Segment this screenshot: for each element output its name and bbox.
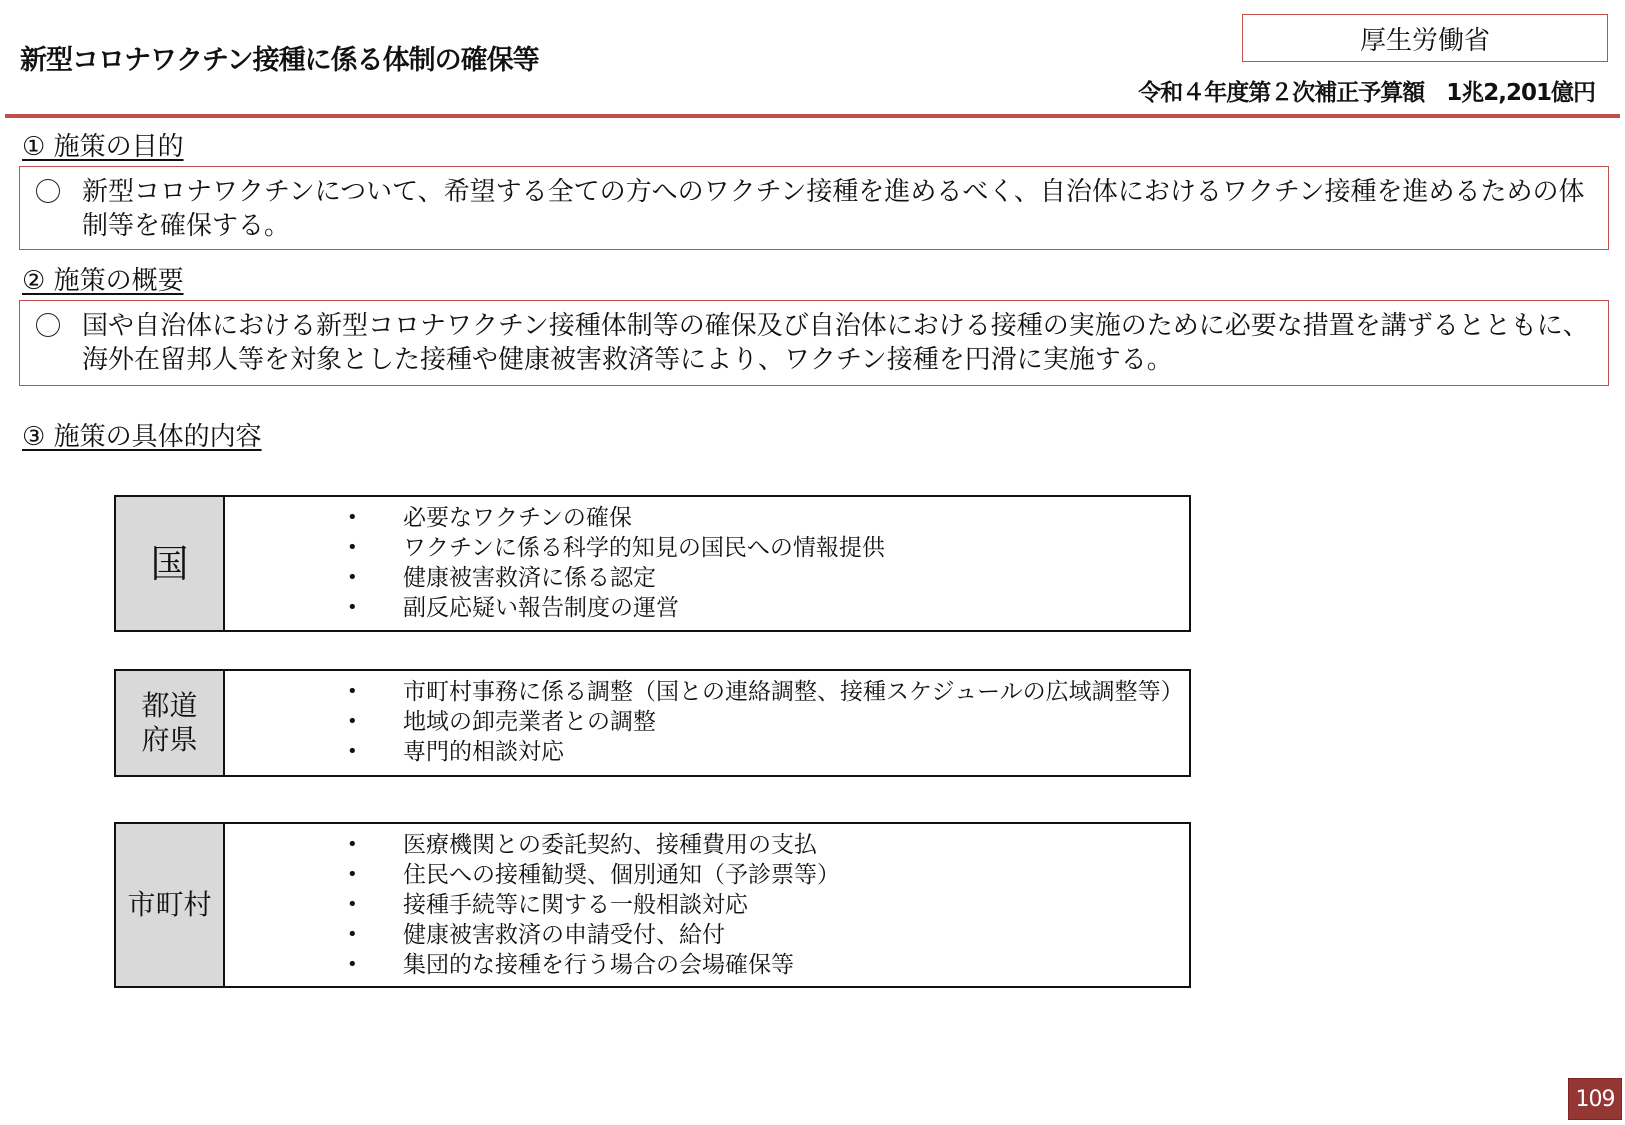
role-label: 都道府県: [116, 671, 225, 775]
circle-bullet-icon: [36, 313, 60, 337]
list-item: • 副反応疑い報告制度の運営: [225, 593, 1189, 623]
list-item: • 地域の卸売業者との調整: [225, 707, 1189, 737]
list-item: • 住民への接種勧奨、個別通知（予診票等）: [225, 860, 1189, 890]
overview-text: 国や自治体における新型コロナワクチン接種体制等の確保及び自治体における接種の実施のために必要な措置を講ずるとともに、海外在留邦人等を対象とした接種や健康被害救済等により、ワクチン接種を円滑に実施する。: [82, 311, 1589, 375]
list-item: • 健康被害救済に係る認定: [225, 563, 1189, 593]
section-heading-details: ③ 施策の具体的内容: [22, 422, 262, 452]
page-number-badge: 109: [1568, 1078, 1622, 1120]
role-item-list: [225, 497, 1189, 630]
section-box-purpose: [19, 166, 1609, 250]
ministry-badge: 厚生労働省: [1242, 14, 1608, 62]
page-title: 新型コロナワクチン接種に係る体制の確保等: [20, 45, 539, 76]
circle-bullet-icon: [36, 179, 60, 203]
role-table-municipality: [114, 822, 1191, 988]
header-divider: [5, 114, 1620, 118]
list-item: • 接種手続等に関する一般相談対応: [225, 890, 1189, 920]
list-item: • ワクチンに係る科学的知見の国民への情報提供: [225, 533, 1189, 563]
role-item-list: [225, 824, 1189, 986]
list-item: • 専門的相談対応: [225, 737, 1189, 767]
list-item: • 市町村事務に係る調整（国との連絡調整、接種スケジュールの広域調整等）: [225, 677, 1189, 707]
list-item: • 集団的な接種を行う場合の会場確保等: [225, 950, 1189, 980]
list-item: • 必要なワクチンの確保: [225, 503, 1189, 533]
purpose-text: 新型コロナワクチンについて、希望する全ての方へのワクチン接種を進めるべく、自治体におけるワクチン接種を進めるための体制等を確保する。: [82, 177, 1585, 241]
list-item: • 医療機関との委託契約、接種費用の支払: [225, 830, 1189, 860]
budget-amount: 令和４年度第２次補正予算額 1兆2,201億円: [1138, 80, 1595, 106]
role-label: 国: [116, 497, 225, 630]
section-heading-purpose: ① 施策の目的: [22, 132, 184, 162]
list-item: • 健康被害救済の申請受付、給付: [225, 920, 1189, 950]
section-heading-overview: ② 施策の概要: [22, 266, 184, 296]
role-label: 市町村: [116, 824, 225, 986]
role-table-prefecture: [114, 669, 1191, 777]
role-item-list: [225, 671, 1189, 775]
role-table-national: [114, 495, 1191, 632]
section-box-overview: [19, 300, 1609, 386]
